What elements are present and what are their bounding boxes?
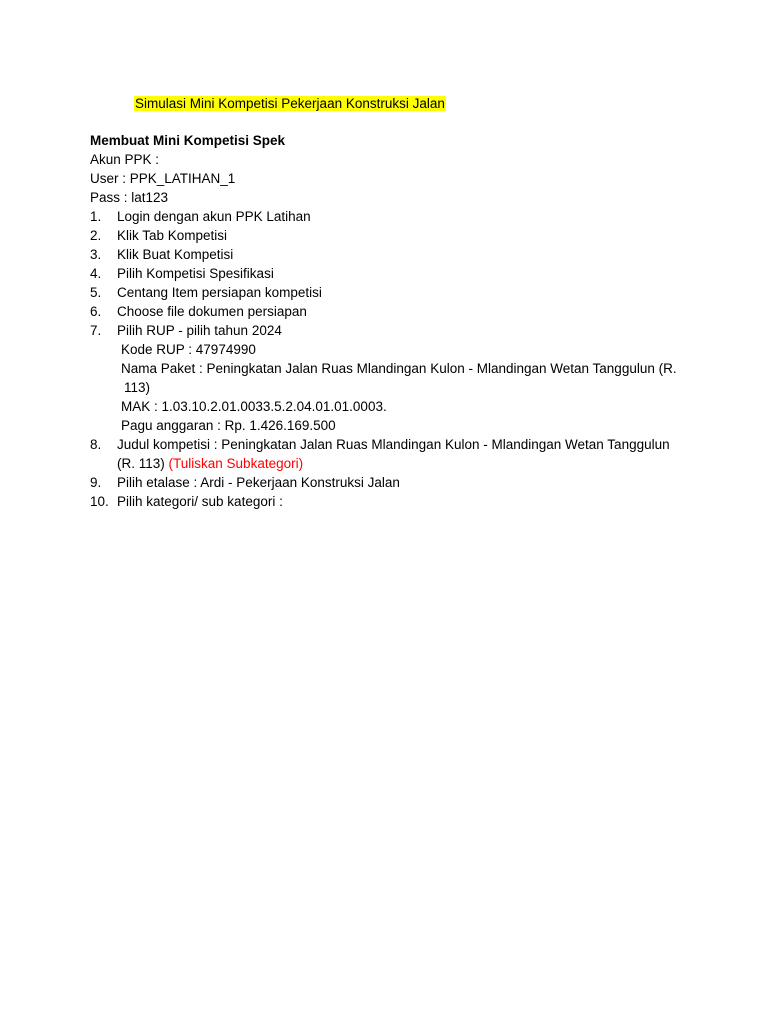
list-item-text: Login dengan akun PPK Latihan xyxy=(117,209,311,224)
account-label: Akun PPK : xyxy=(90,152,160,167)
list-item-text: Choose file dokumen persiapan xyxy=(117,304,307,319)
list-item-number: 10. xyxy=(90,494,109,509)
pass-line: Pass : lat123 xyxy=(90,190,169,205)
rup-kode: Kode RUP : 47974990 xyxy=(121,342,256,357)
rup-nama-paket-cont: 113) xyxy=(124,380,151,395)
list-item-number: 6. xyxy=(90,304,102,319)
list-item-number: 1. xyxy=(90,209,102,224)
list-item xyxy=(90,435,700,454)
list-item-text: Centang Item persiapan kompetisi xyxy=(117,285,322,300)
list-item-number: 7. xyxy=(90,323,102,338)
list-item-number: 8. xyxy=(90,437,102,452)
section-heading: Membuat Mini Kompetisi Spek xyxy=(90,133,286,148)
list-item-text: Pilih etalase : Ardi - Pekerjaan Konstruksi Jalan xyxy=(117,475,400,490)
list-item xyxy=(90,321,700,340)
list-item xyxy=(90,245,700,264)
document-content xyxy=(90,131,700,511)
rup-mak: MAK : 1.03.10.2.01.0033.5.2.04.01.01.0003. xyxy=(121,399,387,414)
list-item-number: 9. xyxy=(90,475,102,490)
list-item xyxy=(90,264,700,283)
document-title-line xyxy=(134,94,446,113)
list-item-number: 3. xyxy=(90,247,102,262)
list-item-text: Pilih kategori/ sub kategori : xyxy=(117,494,283,509)
list-item xyxy=(90,473,700,492)
step8-cont-text: (R. 113) xyxy=(117,456,165,471)
user-line: User : PPK_LATIHAN_1 xyxy=(90,171,236,186)
list-item xyxy=(90,283,700,302)
subkategori-note: (Tuliskan Subkategori) xyxy=(168,456,304,471)
list-item xyxy=(90,207,700,226)
list-item-text: Judul kompetisi : Peningkatan Jalan Ruas Mlandingan Kulon - Mlandingan Wetan Tanggulun xyxy=(117,437,670,452)
list-item-number: 2. xyxy=(90,228,102,243)
rup-pagu: Pagu anggaran : Rp. 1.426.169.500 xyxy=(121,418,336,433)
list-item-number: 4. xyxy=(90,266,102,281)
rup-nama-paket: Nama Paket : Peningkatan Jalan Ruas Mlandingan Kulon - Mlandingan Wetan Tanggulun (R. xyxy=(121,361,677,376)
list-item-text: Pilih Kompetisi Spesifikasi xyxy=(117,266,274,281)
list-item-text: Klik Buat Kompetisi xyxy=(117,247,234,262)
list-item-text: Pilih RUP - pilih tahun 2024 xyxy=(117,323,282,338)
list-item-number: 5. xyxy=(90,285,102,300)
document-title: Simulasi Mini Kompetisi Pekerjaan Konstruksi Jalan xyxy=(135,96,445,111)
list-item xyxy=(90,492,700,511)
list-item xyxy=(90,226,700,245)
list-item xyxy=(90,302,700,321)
list-item-continuation xyxy=(90,454,700,473)
list-item-text: Klik Tab Kompetisi xyxy=(117,228,228,243)
